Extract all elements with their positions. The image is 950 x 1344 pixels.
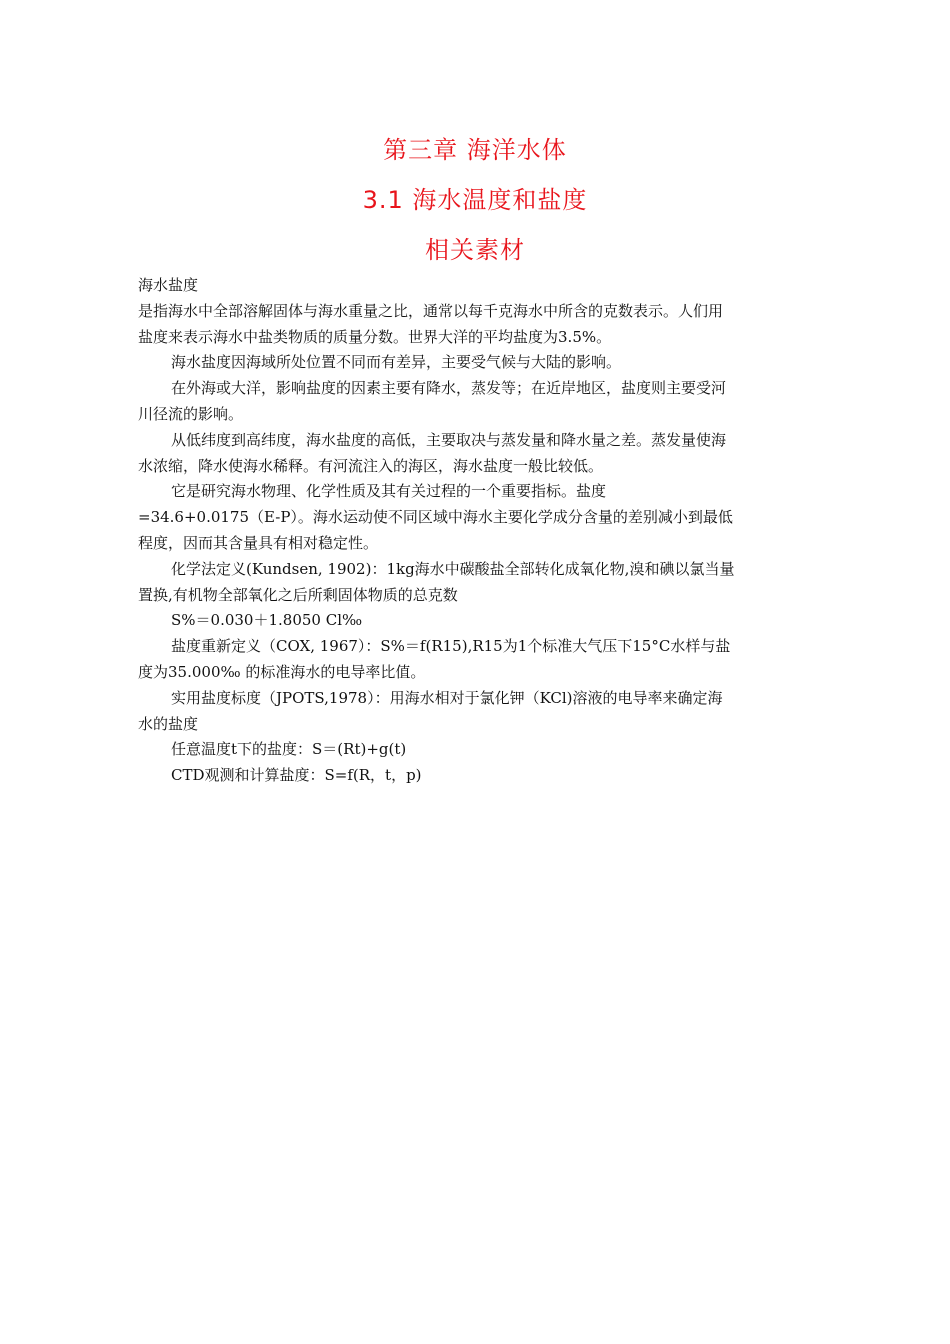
paragraph-line: 置换,有机物全部氧化之后所剩固体物质的总克数 [138,585,458,604]
paragraph-line: 水的盐度 [138,714,199,733]
paragraph-line: 在外海或大洋，影响盐度的因素主要有降水，蒸发等；在近岸地区，盐度则主要受河 [171,379,727,398]
formula-line: CTD观测和计算盐度：S=f(R，t，p) [171,766,422,785]
paragraph-line: 从低纬度到高纬度，海水盐度的高低，主要取决与蒸发量和降水量之差。蒸发量使海 [171,430,727,449]
paragraph-line: 盐度重新定义（COX, 1967）：S%＝f(R15),R15为1个标准大气压下15°C水样与盐 [171,637,731,656]
body-text [138,273,818,789]
paragraph-line: 川径流的影响。 [138,404,244,423]
paragraph-line: 是指海水中全部溶解固体与海水重量之比，通常以每千克海水中所含的克数表示。人们用 [138,301,724,320]
paragraph-line: 它是研究海水物理、化学性质及其有关过程的一个重要指标。盐度 [171,482,607,501]
paragraph-line: =34.6+0.0175（E-P）。海水运动使不同区域中海水主要化学成分含量的差别减小到最低 [138,508,733,527]
paragraph-line: 海水盐度因海域所处位置不同而有差异，主要受气候与大陆的影响。 [171,353,622,372]
paragraph-line: 实用盐度标度（JPOTS,1978）：用海水相对于氯化钾（KCl)溶液的电导率来确定海 [171,688,723,707]
paragraph-line: 程度，因而其含量具有相对稳定性。 [138,533,379,552]
paragraph-line: 盐度来表示海水中盐类物质的质量分数。世界大洋的平均盐度为3.5%。 [138,327,612,346]
section-title: 3.1 海水温度和盐度 [362,186,588,214]
paragraph-line: 化学法定义(Kundsen, 1902)：1kg海水中碳酸盐全部转化成氧化物,溴和碘以氯当量 [171,559,735,578]
title-block [0,133,950,267]
formula-line: 任意温度t下的盐度：S＝(Rt)+g(t) [171,740,407,759]
paragraph-line: 水浓缩，降水使海水稀释。有河流注入的海区，海水盐度一般比较低。 [138,456,604,475]
subtitle: 相关素材 [425,236,525,264]
formula-line: S%＝0.030＋1.8050 Cl‰ [171,611,363,630]
chapter-title: 第三章 海洋水体 [383,136,567,164]
paragraph-line: 度为35.000‰ 的标准海水的电导率比值。 [138,662,426,681]
body-heading: 海水盐度 [138,276,199,294]
